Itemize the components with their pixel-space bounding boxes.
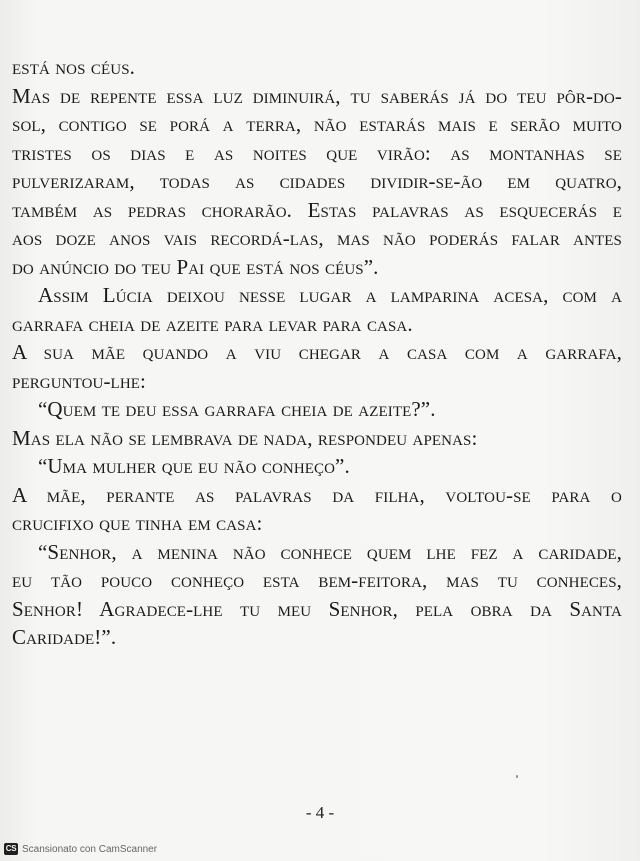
page-number: - 4 - — [305, 803, 335, 822]
text-line: eu tão pouco conheço esta bem-feitora, mas tu conheces, — [12, 568, 622, 592]
text-line: “Quem te deu essa garrafa cheia de azeite?”. — [38, 397, 436, 421]
text-line: pulverizaram, todas as cidades dividir-se-ão em quatro, — [12, 169, 622, 193]
body-text — [12, 53, 622, 652]
text-line: Mas ela não se lembrava de nada, respondeu apenas: — [12, 425, 478, 450]
text-line: Caridade!”. — [12, 625, 117, 649]
text-line: também as pedras chorarão. Estas palavras as esquecerás e — [12, 197, 622, 222]
scan-speck — [516, 775, 518, 778]
text-line: A sua mãe quando a viu chegar a casa com a garrafa, — [12, 340, 622, 364]
camscanner-logo-icon: CS — [5, 844, 17, 853]
text-line: sol, contigo se porá a terra, não estarás mais e serão muito — [12, 112, 622, 136]
text-line: aos doze anos vais recordá-las, mas não poderás falar antes — [12, 226, 622, 250]
text-line: A mãe, perante as palavras da filha, voltou-se para o — [12, 482, 622, 507]
text-line: “Senhor, a menina não conhece quem lhe fez a caridade, — [38, 539, 622, 564]
text-line: tristes os dias e as noites que virão: as montanhas se — [12, 140, 622, 165]
scanner-watermark-text: Scansionato con CamScanner — [22, 843, 158, 855]
text-line: “Uma mulher que eu não conheço”. — [38, 454, 350, 478]
text-line: está nos céus. — [12, 55, 135, 79]
scanner-watermark — [4, 842, 157, 856]
text-line: crucifixo que tinha em casa: — [12, 511, 263, 535]
text-line: Senhor! Agradece-lhe tu meu Senhor, pela obra da Santa — [12, 596, 622, 621]
text-line: garrafa cheia de azeite para levar para casa. — [12, 311, 413, 336]
text-line: Mas de repente essa luz diminuirá, tu saberás já do teu pôr-do- — [12, 83, 622, 108]
text-line: Assim Lúcia deixou nesse lugar a lamparina acesa, com a — [38, 283, 622, 307]
text-line: do anúncio do teu Pai que está nos céus”. — [12, 254, 379, 279]
text-line: perguntou-lhe: — [12, 368, 146, 393]
